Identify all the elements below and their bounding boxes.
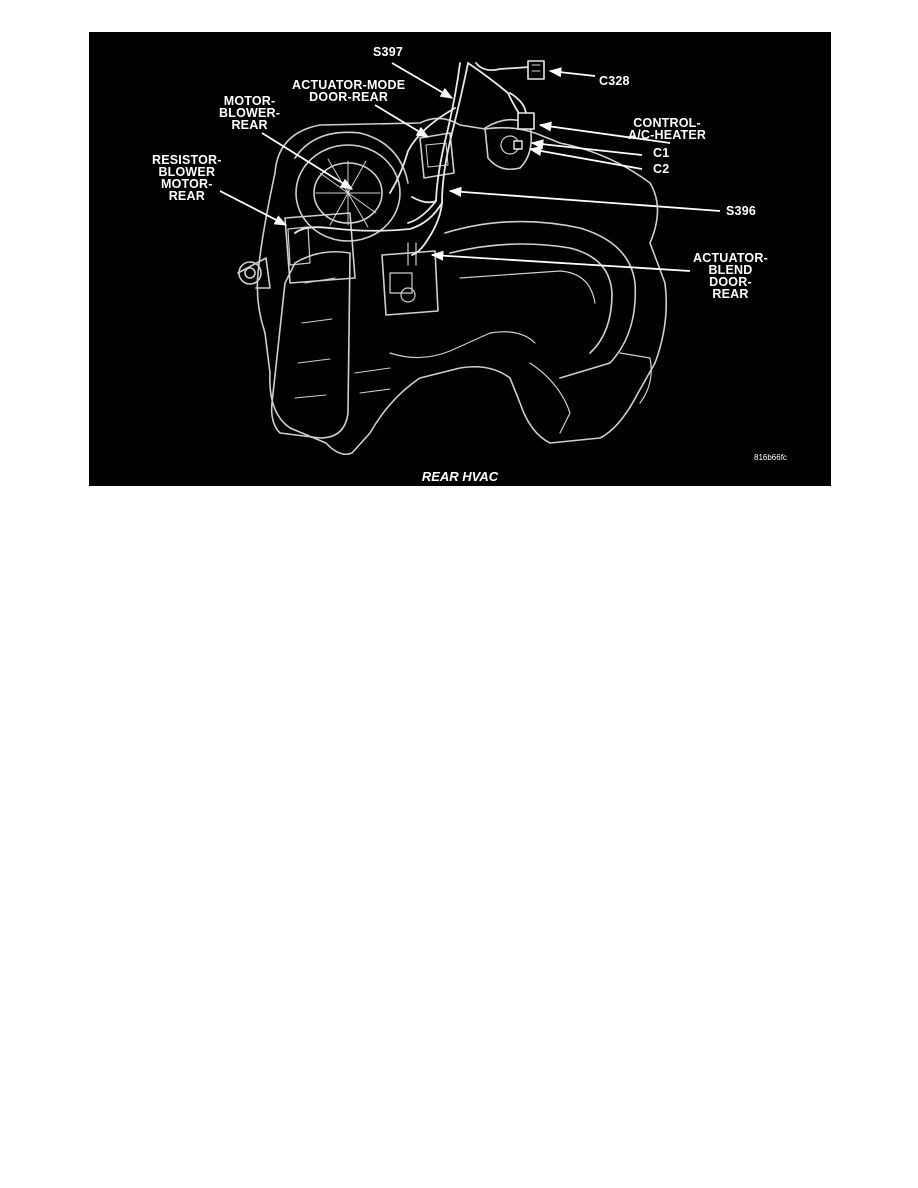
c2-connector: [514, 141, 522, 149]
label-line: BLOWER-: [219, 106, 281, 120]
label-c328: C328: [599, 74, 630, 88]
label-actuator-mode-door-rear: [292, 79, 405, 103]
label-line: BLEND: [708, 263, 753, 277]
label-line: REAR: [231, 118, 268, 132]
label-line: CONTROL-: [633, 116, 701, 130]
label-actuator-blend-door-rear: [693, 252, 768, 300]
leader-motor-blower: [262, 133, 352, 189]
label-s397: S397: [373, 45, 403, 59]
leader-s396: [450, 191, 720, 211]
figure-caption: REAR HVAC: [421, 469, 499, 484]
mode-actuator: [420, 133, 454, 178]
label-c2: C2: [653, 162, 670, 176]
c1-connector: [518, 113, 534, 129]
image-id: 816b66fc: [754, 453, 787, 462]
leader-c2: [530, 149, 642, 169]
label-motor-blower-rear: [219, 95, 280, 131]
label-resistor-blower-motor-rear: [152, 154, 222, 202]
leader-resistor: [220, 191, 286, 225]
label-c1: C1: [653, 146, 670, 160]
label-line: BLOWER: [158, 165, 216, 179]
label-line: DOOR-REAR: [309, 90, 389, 104]
label-line: A/C-HEATER: [628, 128, 707, 142]
label-line: ACTUATOR-MODE: [292, 78, 406, 92]
rear-hvac-figure: [89, 32, 831, 486]
label-control-ac-heater: [628, 117, 706, 141]
label-line: MOTOR-: [223, 94, 276, 108]
label-line: DOOR-: [709, 275, 752, 289]
leader-actuator-blend: [432, 255, 690, 271]
label-line: ACTUATOR-: [693, 251, 768, 265]
label-s396: S396: [726, 204, 756, 218]
label-line: MOTOR-: [160, 177, 213, 191]
leader-c328: [550, 71, 595, 76]
c328-connector: [528, 61, 544, 79]
label-line: RESISTOR-: [152, 153, 222, 167]
leader-actuator-mode: [375, 105, 428, 137]
label-line: REAR: [712, 287, 749, 301]
label-line: REAR: [168, 189, 205, 203]
